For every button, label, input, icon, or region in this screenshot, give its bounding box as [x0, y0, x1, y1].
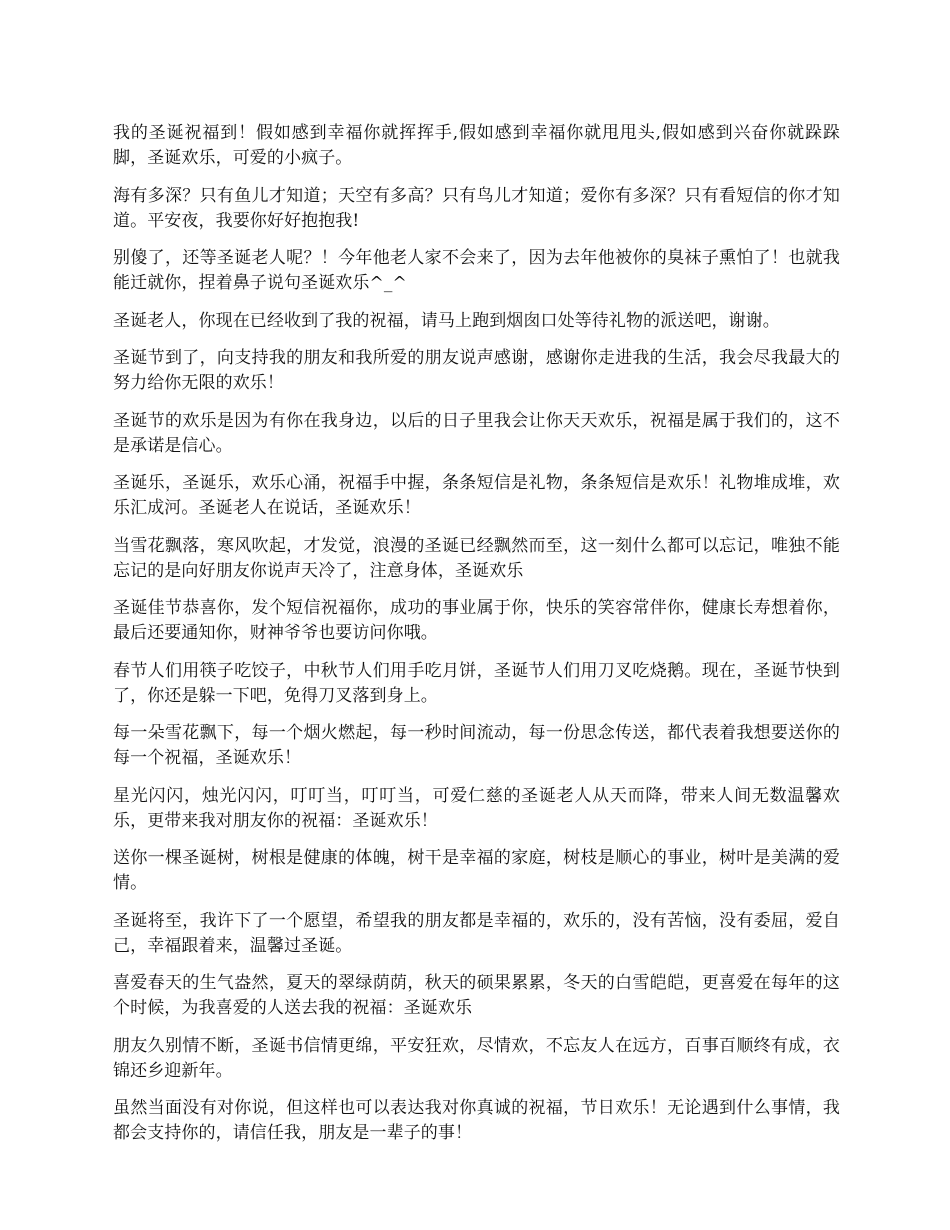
paragraph: 圣诞节的欢乐是因为有你在我身边，以后的日子里我会让你天天欢乐，祝福是属于我们的，这不是承诺是信心。: [113, 410, 840, 456]
paragraph: 星光闪闪，烛光闪闪，叮叮当，叮叮当，可爱仁慈的圣诞老人从天而降，带来人间无数温馨欢乐，更带来我对朋友你的祝福：圣诞欢乐！: [113, 785, 840, 831]
paragraph: 圣诞佳节恭喜你，发个短信祝福你，成功的事业属于你，快乐的笑容常伴你，健康长寿想着你，最后还要通知你，财神爷爷也要访问你哦。: [113, 598, 840, 643]
paragraph: 每一朵雪花飘下，每一个烟火燃起，每一秒时间流动，每一份思念传送，都代表着我想要送你的每一个祝福，圣诞欢乐！: [113, 723, 840, 768]
paragraph: 朋友久别情不断，圣诞书信情更绵，平安狂欢，尽情欢，不忘友人在远方，百事百顺终有成，衣锦还乡迎新年。: [113, 1035, 840, 1081]
paragraph: 别傻了，还等圣诞老人呢？！今年他老人家不会来了，因为去年他被你的臭袜子熏怕了！也就我能迁就你，捏着鼻子说句圣诞欢乐^_^: [113, 248, 840, 293]
document-body: [113, 121, 840, 1159]
paragraph: 送你一棵圣诞树，树根是健康的体魄，树干是幸福的家庭，树枝是顺心的事业，树叶是美满的爱情。: [113, 848, 840, 893]
paragraph: 虽然当面没有对你说，但这样也可以表达我对你真诚的祝福，节日欢乐！无论遇到什么事情，我都会支持你的，请信任我，朋友是一辈子的事！: [113, 1098, 840, 1143]
paragraph: 圣诞老人，你现在已经收到了我的祝福，请马上跑到烟囱口处等待礼物的派送吧，谢谢。: [113, 310, 780, 331]
paragraph: 我的圣诞祝福到！假如感到幸福你就挥挥手,假如感到幸福你就甩甩头,假如感到兴奋你就跺跺脚，圣诞欢乐，可爱的小疯子。: [113, 123, 840, 168]
paragraph: 当雪花飘落，寒风吹起，才发觉，浪漫的圣诞已经飘然而至，这一刻什么都可以忘记，唯独不能忘记的是向好朋友你说声天冷了，注意身体，圣诞欢乐: [113, 535, 840, 581]
paragraph: 春节人们用筷子吃饺子，中秋节人们用手吃月饼，圣诞节人们用刀叉吃烧鹅。现在，圣诞节快到了，你还是躲一下吧，免得刀叉落到身上。: [113, 660, 840, 706]
paragraph: 圣诞乐，圣诞乐，欢乐心涌，祝福手中握，条条短信是礼物，条条短信是欢乐！礼物堆成堆，欢乐汇成河。圣诞老人在说话，圣诞欢乐！: [113, 473, 840, 518]
paragraph: 海有多深？只有鱼儿才知道；天空有多高？只有鸟儿才知道；爱你有多深？只有看短信的你才知道。平安夜，我要你好好抱抱我!: [113, 185, 840, 231]
paragraph: 喜爱春天的生气盎然，夏天的翠绿荫荫，秋天的硕果累累，冬天的白雪皑皑，更喜爱在每年的这个时候，为我喜爱的人送去我的祝福：圣诞欢乐: [113, 973, 840, 1018]
paragraph: 圣诞节到了，向支持我的朋友和我所爱的朋友说声感谢，感谢你走进我的生活，我会尽我最大的努力给你无限的欢乐！: [113, 348, 840, 393]
paragraph: 圣诞将至，我许下了一个愿望，希望我的朋友都是幸福的，欢乐的，没有苦恼，没有委屈，爱自己，幸福跟着来，温馨过圣诞。: [113, 910, 840, 956]
